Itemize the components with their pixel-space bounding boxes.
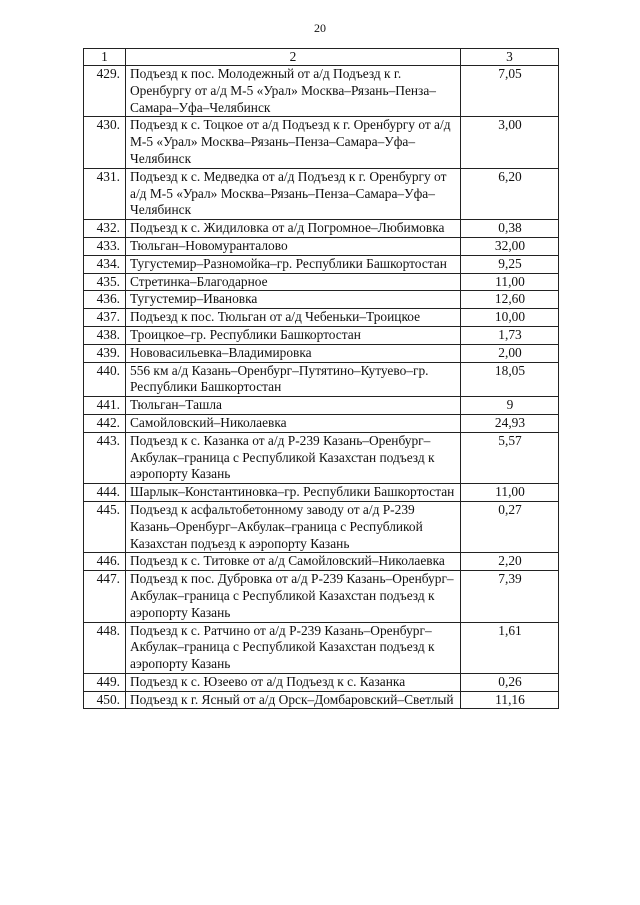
row-number-cell: 447. — [84, 571, 126, 622]
table-row — [84, 291, 559, 309]
table-row — [84, 432, 559, 483]
road-name-cell: Подъезд к пос. Тюльган от а/д Чебеньки–Троицкое — [126, 309, 461, 327]
road-length-cell: 5,57 — [461, 432, 559, 483]
table-row — [84, 66, 559, 117]
row-number-cell: 435. — [84, 273, 126, 291]
row-number-cell: 432. — [84, 220, 126, 238]
road-name-cell: Подъезд к пос. Молодежный от а/д Подъезд к г. Оренбургу от а/д М-5 «Урал» Москва–Рязань–Пенза–Самара–Уфа–Челябинск — [126, 66, 461, 117]
road-name-cell: Тугустемир–Разномойка–гр. Республики Башкортостан — [126, 255, 461, 273]
road-name-cell: Подъезд к асфальтобетонному заводу от а/д Р-239 Казань–Оренбург–Акбулак–граница с Республикой Казахстан подъезд к аэропорту Казань — [126, 501, 461, 552]
table-row — [84, 501, 559, 552]
road-length-cell: 6,20 — [461, 168, 559, 219]
row-number-cell: 431. — [84, 168, 126, 219]
road-name-cell: Шарлык–Константиновка–гр. Республики Башкортостан — [126, 484, 461, 502]
table-row — [84, 344, 559, 362]
table-row — [84, 255, 559, 273]
table-row — [84, 168, 559, 219]
road-length-cell: 32,00 — [461, 237, 559, 255]
table-row — [84, 622, 559, 673]
road-name-cell: Тюльган–Новомуранталово — [126, 237, 461, 255]
table-row — [84, 362, 559, 397]
road-length-cell: 3,00 — [461, 117, 559, 168]
table-row — [84, 309, 559, 327]
road-name-cell: Подъезд к г. Ясный от а/д Орск–Домбаровский–Светлый — [126, 691, 461, 709]
row-number-cell: 446. — [84, 553, 126, 571]
road-name-cell: Подъезд к с. Ратчино от а/д Р-239 Казань–Оренбург–Акбулак–граница с Республикой Казахстан подъезд к аэропорту Казань — [126, 622, 461, 673]
table-row — [84, 691, 559, 709]
road-name-cell: Тюльган–Ташла — [126, 397, 461, 415]
row-number-cell: 430. — [84, 117, 126, 168]
road-length-cell: 24,93 — [461, 414, 559, 432]
road-name-cell: Подъезд к с. Жидиловка от а/д Погромное–Любимовка — [126, 220, 461, 238]
road-name-cell: Подъезд к с. Юзеево от а/д Подъезд к с. Казанка — [126, 673, 461, 691]
road-length-cell: 18,05 — [461, 362, 559, 397]
table-row — [84, 553, 559, 571]
road-name-cell: Подъезд к с. Тоцкое от а/д Подъезд к г. Оренбургу от а/д М-5 «Урал» Москва–Рязань–Пенза–Самара–Уфа–Челябинск — [126, 117, 461, 168]
road-length-cell: 11,00 — [461, 484, 559, 502]
row-number-cell: 442. — [84, 414, 126, 432]
road-length-cell: 11,00 — [461, 273, 559, 291]
road-length-cell: 9,25 — [461, 255, 559, 273]
row-number-cell: 434. — [84, 255, 126, 273]
table-row — [84, 273, 559, 291]
table-row — [84, 571, 559, 622]
road-length-cell: 0,26 — [461, 673, 559, 691]
road-length-cell: 1,61 — [461, 622, 559, 673]
table-row — [84, 484, 559, 502]
road-length-cell: 0,38 — [461, 220, 559, 238]
road-name-cell: Троицкое–гр. Республики Башкортостан — [126, 326, 461, 344]
row-number-cell: 443. — [84, 432, 126, 483]
row-number-cell: 448. — [84, 622, 126, 673]
table-row — [84, 237, 559, 255]
road-length-cell: 11,16 — [461, 691, 559, 709]
table-row — [84, 397, 559, 415]
table-row — [84, 326, 559, 344]
road-length-cell: 9 — [461, 397, 559, 415]
row-number-cell: 439. — [84, 344, 126, 362]
road-length-cell: 7,05 — [461, 66, 559, 117]
row-number-cell: 450. — [84, 691, 126, 709]
page-number: 20 — [314, 21, 326, 35]
table-row — [84, 673, 559, 691]
road-length-cell: 10,00 — [461, 309, 559, 327]
table-row — [84, 117, 559, 168]
road-name-cell: Подъезд к с. Казанка от а/д Р-239 Казань–Оренбург–Акбулак–граница с Республикой Казахстан подъезд к аэропорту Казань — [126, 432, 461, 483]
road-length-cell: 2,00 — [461, 344, 559, 362]
road-name-cell: Стретинка–Благодарное — [126, 273, 461, 291]
row-number-cell: 441. — [84, 397, 126, 415]
road-name-cell: Самойловский–Николаевка — [126, 414, 461, 432]
row-number-cell: 437. — [84, 309, 126, 327]
road-name-cell: 556 км а/д Казань–Оренбург–Путятино–Кутуево–гр. Республики Башкортостан — [126, 362, 461, 397]
row-number-cell: 444. — [84, 484, 126, 502]
row-number-cell: 438. — [84, 326, 126, 344]
road-length-cell: 0,27 — [461, 501, 559, 552]
row-number-cell: 433. — [84, 237, 126, 255]
column-header-length: 3 — [461, 49, 559, 66]
road-length-cell: 12,60 — [461, 291, 559, 309]
column-header-number: 1 — [84, 49, 126, 66]
roads-table — [83, 48, 559, 709]
table-row — [84, 220, 559, 238]
row-number-cell: 436. — [84, 291, 126, 309]
row-number-cell: 449. — [84, 673, 126, 691]
table-row — [84, 414, 559, 432]
road-name-cell: Подъезд к с. Титовке от а/д Самойловский–Николаевка — [126, 553, 461, 571]
road-length-cell: 7,39 — [461, 571, 559, 622]
road-name-cell: Тугустемир–Ивановка — [126, 291, 461, 309]
road-length-cell: 2,20 — [461, 553, 559, 571]
row-number-cell: 440. — [84, 362, 126, 397]
row-number-cell: 445. — [84, 501, 126, 552]
road-name-cell: Нововасильевка–Владимировка — [126, 344, 461, 362]
table-header-row — [84, 49, 559, 66]
road-name-cell: Подъезд к с. Медведка от а/д Подъезд к г. Оренбургу от а/д М-5 «Урал» Москва–Рязань–Пенза–Самара–Уфа–Челябинск — [126, 168, 461, 219]
road-name-cell: Подъезд к пос. Дубровка от а/д Р-239 Казань–Оренбург–Акбулак–граница с Республикой Казахстан подъезд к аэропорту Казань — [126, 571, 461, 622]
road-length-cell: 1,73 — [461, 326, 559, 344]
column-header-name: 2 — [126, 49, 461, 66]
row-number-cell: 429. — [84, 66, 126, 117]
